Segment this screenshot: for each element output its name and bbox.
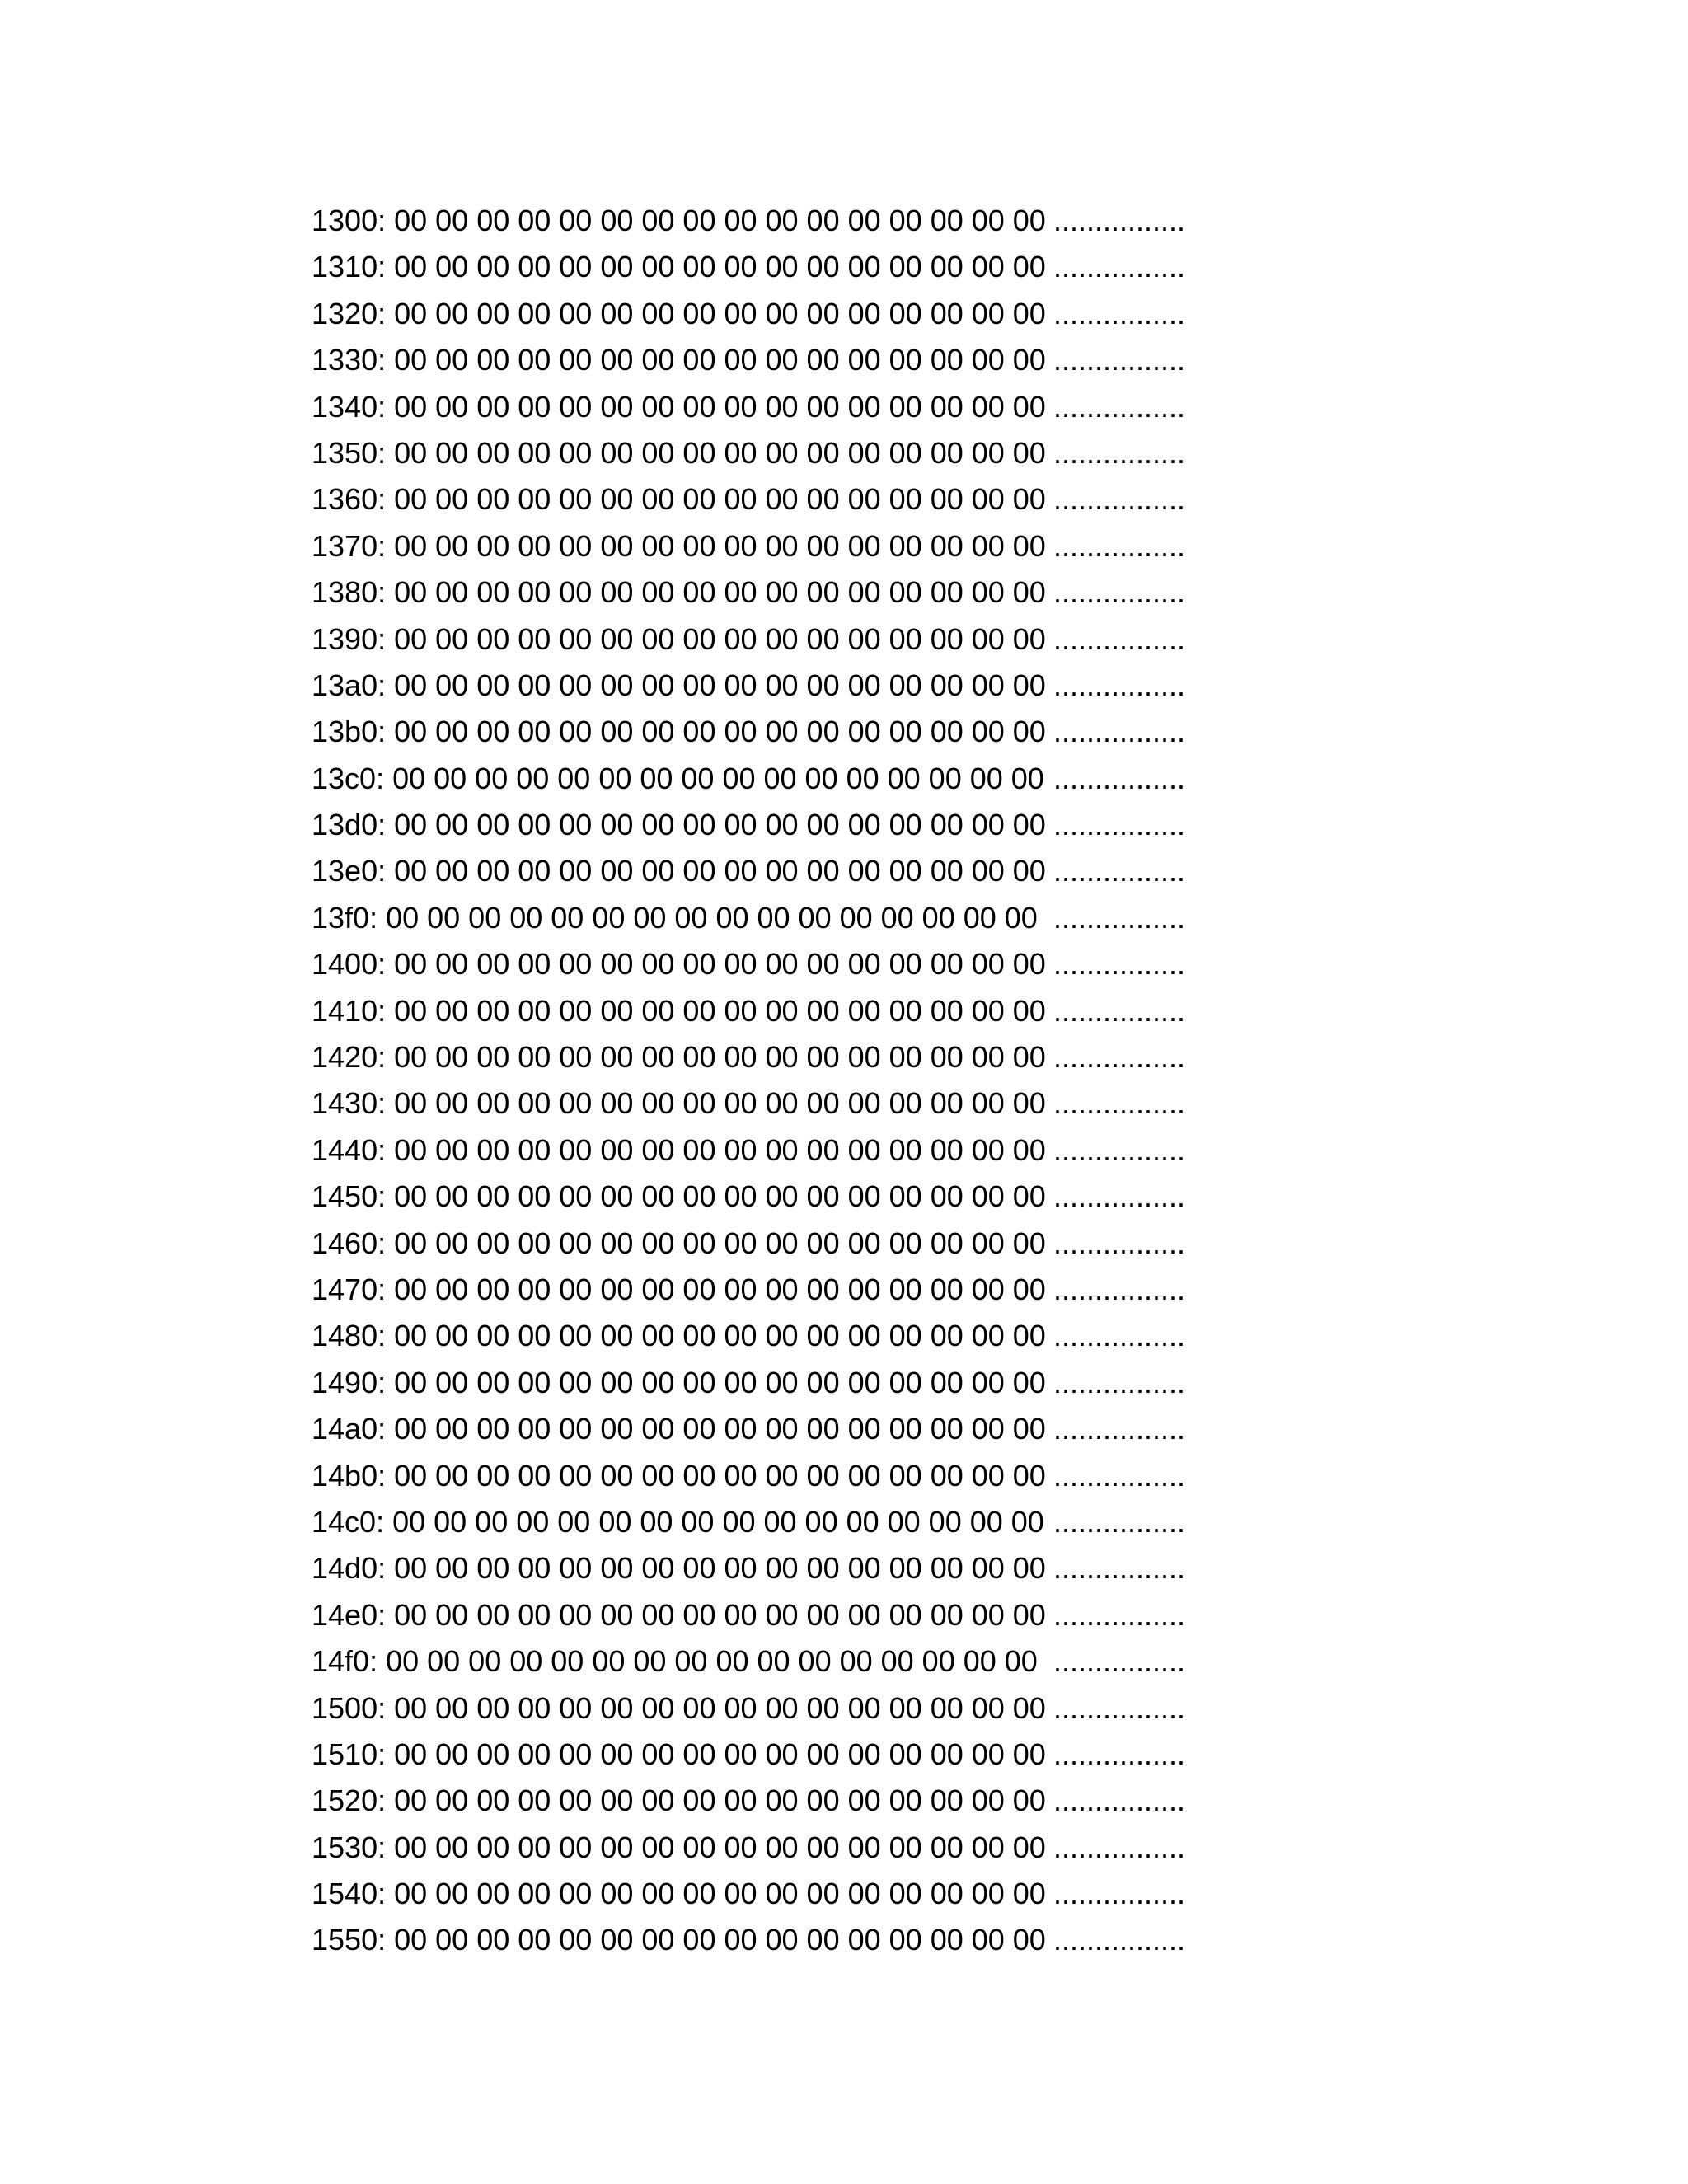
hex-bytes: 00 00 00 00 00 00 00 00 00 00 00 00 00 00 00 00 [386, 1644, 1038, 1679]
hex-bytes: 00 00 00 00 00 00 00 00 00 00 00 00 00 00 00 00 [394, 1319, 1046, 1353]
hex-row [312, 1825, 1383, 1871]
hex-address: 1500: [312, 1690, 387, 1725]
hex-bytes: 00 00 00 00 00 00 00 00 00 00 00 00 00 00 00 00 [394, 1086, 1046, 1121]
hex-ascii: ................ [1053, 482, 1186, 517]
hex-address: 1420: [312, 1040, 387, 1075]
hex-row [312, 291, 1383, 337]
hex-ascii: ................ [1053, 250, 1186, 284]
hex-row [312, 1406, 1383, 1452]
hex-bytes: 00 00 00 00 00 00 00 00 00 00 00 00 00 00 00 00 [394, 435, 1046, 470]
hex-row [312, 1917, 1383, 1963]
hex-address: 1470: [312, 1272, 387, 1306]
hex-ascii: ................ [1053, 668, 1186, 702]
hex-ascii: ................ [1053, 900, 1186, 935]
hex-bytes: 00 00 00 00 00 00 00 00 00 00 00 00 00 00 00 00 [394, 1551, 1046, 1586]
hex-ascii: ................ [1053, 1412, 1186, 1446]
hex-address: 1400: [312, 947, 387, 982]
hex-address: 1410: [312, 993, 387, 1028]
hex-ascii: ................ [1053, 1504, 1186, 1539]
hex-address: 1370: [312, 528, 387, 563]
hex-ascii: ................ [1053, 1272, 1186, 1306]
hex-ascii: ................ [1053, 204, 1186, 237]
hex-row [312, 1499, 1383, 1545]
hex-bytes: 00 00 00 00 00 00 00 00 00 00 00 00 00 00 00 00 [394, 1923, 1046, 1957]
hex-row [312, 1871, 1383, 1917]
hex-ascii: ................ [1053, 389, 1186, 424]
hex-ascii: ................ [1053, 1551, 1186, 1586]
hex-bytes: 00 00 00 00 00 00 00 00 00 00 00 00 00 00 00 00 [386, 900, 1038, 935]
hex-address: 1490: [312, 1365, 387, 1399]
hex-ascii: ................ [1053, 1458, 1186, 1493]
hex-address: 13c0: [312, 761, 385, 795]
hex-ascii: ................ [1053, 808, 1186, 842]
hex-bytes: 00 00 00 00 00 00 00 00 00 00 00 00 00 00 00 00 [394, 1690, 1046, 1725]
hex-ascii: ................ [1053, 1690, 1186, 1725]
hex-address: 13d0: [312, 808, 387, 842]
hex-row [312, 430, 1383, 476]
hex-row [312, 616, 1383, 663]
hex-bytes: 00 00 00 00 00 00 00 00 00 00 00 00 00 00 00 00 [394, 808, 1046, 842]
hex-row [312, 523, 1383, 569]
hex-address: 1310: [312, 250, 387, 284]
hex-ascii: ................ [1053, 1132, 1186, 1167]
hex-address: 13e0: [312, 854, 387, 888]
hex-bytes: 00 00 00 00 00 00 00 00 00 00 00 00 00 00 00 00 [394, 1040, 1046, 1075]
hex-row [312, 1360, 1383, 1406]
hex-address: 13a0: [312, 668, 387, 702]
hex-bytes: 00 00 00 00 00 00 00 00 00 00 00 00 00 00 00 00 [394, 854, 1046, 888]
hex-address: 14e0: [312, 1597, 387, 1632]
hex-row [312, 1545, 1383, 1591]
hex-address: 1340: [312, 389, 387, 424]
hex-address: 14f0: [312, 1644, 378, 1679]
hex-ascii: ................ [1053, 621, 1186, 656]
hex-bytes: 00 00 00 00 00 00 00 00 00 00 00 00 00 00 00 00 [394, 621, 1046, 656]
hex-ascii: ................ [1053, 343, 1186, 377]
hex-ascii: ................ [1053, 1783, 1186, 1818]
hex-ascii: ................ [1053, 575, 1186, 610]
hex-address: 1380: [312, 575, 387, 610]
hex-bytes: 00 00 00 00 00 00 00 00 00 00 00 00 00 00 00 00 [394, 389, 1046, 424]
hex-ascii: ................ [1053, 715, 1186, 749]
hex-ascii: ................ [1053, 1923, 1186, 1957]
hex-bytes: 00 00 00 00 00 00 00 00 00 00 00 00 00 00 00 00 [394, 1132, 1046, 1167]
hex-address: 1360: [312, 482, 387, 517]
hex-ascii: ................ [1053, 1736, 1186, 1771]
hex-address: 1530: [312, 1830, 387, 1864]
hex-address: 14a0: [312, 1412, 387, 1446]
hex-ascii: ................ [1053, 1365, 1186, 1399]
hex-row [312, 384, 1383, 430]
hex-bytes: 00 00 00 00 00 00 00 00 00 00 00 00 00 00 00 00 [394, 1458, 1046, 1493]
hex-bytes: 00 00 00 00 00 00 00 00 00 00 00 00 00 00 00 00 [392, 1504, 1044, 1539]
hex-address: 1390: [312, 621, 387, 656]
hex-ascii: ................ [1053, 1877, 1186, 1911]
hex-ascii: ................ [1053, 1040, 1186, 1075]
hex-row [312, 244, 1383, 290]
hex-address: 1350: [312, 435, 387, 470]
hex-bytes: 00 00 00 00 00 00 00 00 00 00 00 00 00 00 00 00 [394, 1736, 1046, 1771]
hex-ascii: ................ [1053, 947, 1186, 982]
hex-row [312, 848, 1383, 894]
hex-ascii: ................ [1053, 1597, 1186, 1632]
hex-row [312, 1732, 1383, 1778]
hex-address: 1520: [312, 1783, 387, 1818]
hex-row [312, 1778, 1383, 1824]
hex-bytes: 00 00 00 00 00 00 00 00 00 00 00 00 00 00 00 00 [394, 482, 1046, 517]
hex-row [312, 1638, 1383, 1685]
hex-ascii: ................ [1053, 1319, 1186, 1353]
hex-address: 1550: [312, 1923, 387, 1957]
hex-bytes: 00 00 00 00 00 00 00 00 00 00 00 00 00 00 00 00 [394, 296, 1046, 330]
hex-address: 1460: [312, 1226, 387, 1260]
hex-row [312, 1313, 1383, 1359]
hex-bytes: 00 00 00 00 00 00 00 00 00 00 00 00 00 00 00 00 [394, 993, 1046, 1028]
hex-ascii: ................ [1053, 1830, 1186, 1864]
hex-ascii: ................ [1053, 1179, 1186, 1214]
hex-bytes: 00 00 00 00 00 00 00 00 00 00 00 00 00 00 00 00 [394, 343, 1046, 377]
hex-bytes: 00 00 00 00 00 00 00 00 00 00 00 00 00 00 00 00 [394, 947, 1046, 982]
hex-bytes: 00 00 00 00 00 00 00 00 00 00 00 00 00 00 00 00 [392, 761, 1044, 795]
hex-bytes: 00 00 00 00 00 00 00 00 00 00 00 00 00 00 00 00 [394, 575, 1046, 610]
hex-ascii: ................ [1053, 1644, 1186, 1679]
hex-address: 1440: [312, 1132, 387, 1167]
hex-row [312, 569, 1383, 616]
hex-row [312, 895, 1383, 941]
hex-row [312, 1174, 1383, 1220]
hex-row [312, 663, 1383, 709]
hex-row [312, 476, 1383, 523]
hex-address: 1330: [312, 343, 387, 377]
hex-ascii: ................ [1053, 435, 1186, 470]
hex-row [312, 337, 1383, 383]
hex-row [312, 1127, 1383, 1174]
hex-row [312, 941, 1383, 987]
hex-bytes: 00 00 00 00 00 00 00 00 00 00 00 00 00 00 00 00 [394, 1597, 1046, 1632]
hex-bytes: 00 00 00 00 00 00 00 00 00 00 00 00 00 00 00 00 [394, 1830, 1046, 1864]
hex-row [312, 1685, 1383, 1732]
hex-address: 1430: [312, 1086, 387, 1121]
hex-row [312, 802, 1383, 848]
hex-ascii: ................ [1053, 761, 1186, 795]
hex-address: 1300: [312, 204, 387, 237]
hex-bytes: 00 00 00 00 00 00 00 00 00 00 00 00 00 00 00 00 [394, 1226, 1046, 1260]
hex-ascii: ................ [1053, 993, 1186, 1028]
hex-row [312, 756, 1383, 802]
hex-bytes: 00 00 00 00 00 00 00 00 00 00 00 00 00 00 00 00 [394, 715, 1046, 749]
hex-address: 14b0: [312, 1458, 387, 1493]
hex-address: 1540: [312, 1877, 387, 1911]
hex-bytes: 00 00 00 00 00 00 00 00 00 00 00 00 00 00 00 00 [394, 250, 1046, 284]
hex-ascii: ................ [1053, 854, 1186, 888]
hex-row [312, 1080, 1383, 1127]
hex-bytes: 00 00 00 00 00 00 00 00 00 00 00 00 00 00 00 00 [394, 1412, 1046, 1446]
hex-address: 13f0: [312, 900, 378, 935]
hex-row [312, 1592, 1383, 1638]
hex-row [312, 198, 1383, 244]
hex-row [312, 988, 1383, 1034]
hex-bytes: 00 00 00 00 00 00 00 00 00 00 00 00 00 00 00 00 [394, 1877, 1046, 1911]
hex-bytes: 00 00 00 00 00 00 00 00 00 00 00 00 00 00 00 00 [394, 668, 1046, 702]
hex-dump [312, 198, 1383, 1964]
hex-address: 1450: [312, 1179, 387, 1214]
hex-row [312, 1453, 1383, 1499]
hex-address: 1510: [312, 1736, 387, 1771]
hex-ascii: ................ [1053, 1086, 1186, 1121]
hex-row [312, 1221, 1383, 1267]
hex-address: 13b0: [312, 715, 387, 749]
hex-bytes: 00 00 00 00 00 00 00 00 00 00 00 00 00 00 00 00 [394, 1783, 1046, 1818]
hex-bytes: 00 00 00 00 00 00 00 00 00 00 00 00 00 00 00 00 [394, 204, 1046, 237]
hex-row [312, 709, 1383, 755]
hex-ascii: ................ [1053, 296, 1186, 330]
hex-ascii: ................ [1053, 1226, 1186, 1260]
hex-row [312, 1267, 1383, 1313]
hex-address: 1480: [312, 1319, 387, 1353]
hex-ascii: ................ [1053, 528, 1186, 563]
hex-address: 1320: [312, 296, 387, 330]
hex-row [312, 1034, 1383, 1080]
hex-address: 14d0: [312, 1551, 387, 1586]
hex-bytes: 00 00 00 00 00 00 00 00 00 00 00 00 00 00 00 00 [394, 1365, 1046, 1399]
hex-bytes: 00 00 00 00 00 00 00 00 00 00 00 00 00 00 00 00 [394, 528, 1046, 563]
hex-address: 14c0: [312, 1504, 385, 1539]
hex-bytes: 00 00 00 00 00 00 00 00 00 00 00 00 00 00 00 00 [394, 1179, 1046, 1214]
hex-bytes: 00 00 00 00 00 00 00 00 00 00 00 00 00 00 00 00 [394, 1272, 1046, 1306]
